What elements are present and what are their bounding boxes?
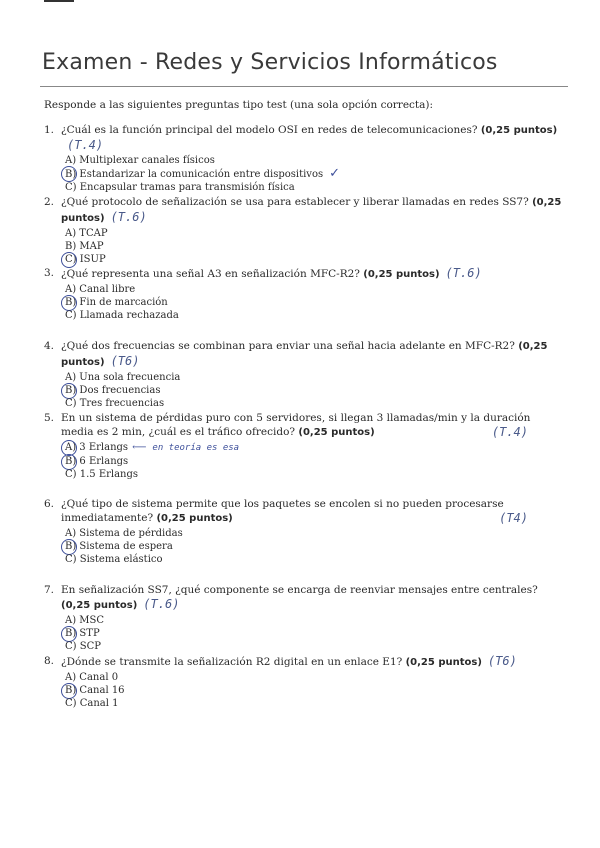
question-body: ¿Qué dos frecuencias se combinan para enviar una señal hacia adelante en MFC-R2?	[61, 340, 519, 352]
answer-option[interactable]	[65, 441, 564, 455]
question-stem	[44, 583, 564, 613]
answer-option-label: A) Una sola frecuencia	[65, 372, 181, 383]
question-text	[61, 654, 564, 670]
question-body: ¿Qué protocolo de señalización se usa para establecer y liberar llamadas en redes SS7?	[61, 196, 533, 208]
handwritten-topic-tag: (T.6)	[110, 210, 147, 224]
question-number: 6.	[44, 498, 55, 510]
answer-option[interactable]	[65, 671, 564, 684]
answer-option-label: A) MSC	[65, 615, 105, 626]
answer-option[interactable]	[65, 309, 564, 322]
question-points: (0,25 puntos)	[61, 341, 548, 368]
handwritten-topic-tag: (T6)	[110, 354, 140, 368]
answer-option-label: B) STP	[65, 628, 100, 639]
question-points: (0,25 puntos)	[480, 125, 558, 136]
handwritten-topic-tag: (T6)	[487, 654, 517, 668]
answer-option-label: C) Encapsular tramas para transmisión física	[65, 182, 295, 193]
answer-option[interactable]	[65, 384, 564, 397]
question-stem	[44, 266, 564, 282]
question-points: (0,25 puntos)	[156, 513, 233, 524]
question-3	[44, 266, 564, 322]
answer-option-label: C) Sistema elástico	[65, 554, 163, 565]
answer-option-label: B) Estandarizar la comunicación entre dispositivos	[65, 169, 324, 180]
instructions: Responde a las siguientes preguntas tipo test (una sola opción correcta):	[44, 99, 434, 111]
question-stem	[44, 497, 564, 526]
question-6	[44, 497, 564, 566]
answer-option-label: C) SCP	[65, 641, 101, 652]
question-number: 2.	[44, 196, 55, 208]
handwritten-topic-tag: (T.4)	[67, 138, 104, 152]
answer-option-label: B) MAP	[65, 241, 104, 252]
answer-option[interactable]	[65, 527, 564, 540]
answer-option-label: A) Sistema de pérdidas	[65, 528, 183, 539]
answer-options	[65, 614, 564, 653]
handwritten-topic-tag: (T.6)	[445, 266, 482, 280]
question-body: En un sistema de pérdidas puro con 5 servidores, si llegan 3 llamadas/min y la duración media es 2 min, ¿cuál es el tráfico ofrecido?	[61, 412, 531, 438]
handwritten-check-icon: ✓	[329, 166, 340, 181]
answer-options	[65, 371, 564, 410]
answer-option[interactable]	[65, 553, 564, 566]
question-stem	[44, 123, 564, 153]
answer-option[interactable]	[65, 181, 564, 194]
question-1	[44, 123, 564, 194]
answer-option-label: A) Multiplexar canales físicos	[65, 155, 215, 166]
answer-option[interactable]	[65, 540, 564, 553]
answer-options	[65, 671, 564, 710]
question-4	[44, 339, 564, 410]
answer-option-label: A) Canal 0	[65, 672, 119, 683]
question-text	[61, 266, 564, 282]
question-8	[44, 654, 564, 710]
question-number: 4.	[44, 340, 55, 352]
question-body: ¿Cuál es la función principal del modelo OSI en redes de telecomunicaciones?	[61, 124, 481, 136]
answer-option[interactable]	[65, 240, 564, 253]
answer-option-label: C) Llamada rechazada	[65, 310, 179, 321]
question-points: (0,25 puntos)	[61, 600, 138, 611]
answer-options	[65, 283, 564, 322]
answer-option[interactable]	[65, 627, 564, 640]
answer-option[interactable]	[65, 283, 564, 296]
question-text	[61, 339, 564, 370]
answer-option[interactable]	[65, 371, 564, 384]
answer-option[interactable]	[65, 684, 564, 697]
answer-option[interactable]	[65, 296, 564, 309]
answer-option-label: B) Canal 16	[65, 685, 125, 696]
question-number: 5.	[44, 412, 55, 424]
answer-option-label: A) TCAP	[65, 228, 108, 239]
answer-option-label: A) 3 Erlangs	[65, 442, 129, 453]
answer-option[interactable]	[65, 253, 564, 266]
question-points: (0,25 puntos)	[298, 427, 375, 438]
question-body: En señalización SS7, ¿qué componente se encarga de reenviar mensajes entre centrales?	[61, 584, 538, 596]
question-body: ¿Qué tipo de sistema permite que los paquetes se encolen si no pueden procesarse inmediatamente?	[61, 498, 504, 524]
answer-option-label: C) Tres frecuencias	[65, 398, 165, 409]
answer-option-label: C) Canal 1	[65, 698, 119, 709]
question-text	[61, 123, 564, 153]
question-points: (0,25 puntos)	[363, 269, 440, 280]
handwritten-topic-tag: (T4)	[499, 511, 528, 525]
answer-option[interactable]	[65, 614, 564, 627]
question-5	[44, 411, 564, 481]
answer-option-label: B) Sistema de espera	[65, 541, 173, 552]
question-text	[61, 497, 564, 526]
answer-option[interactable]	[65, 227, 564, 240]
answer-option[interactable]	[65, 640, 564, 653]
question-7	[44, 583, 564, 653]
answer-option-label: C) 1.5 Erlangs	[65, 469, 139, 480]
question-number: 7.	[44, 584, 55, 596]
answer-option[interactable]	[65, 468, 564, 481]
answer-option-label: A) Canal libre	[65, 284, 136, 295]
answer-option[interactable]	[65, 397, 564, 410]
question-text	[61, 411, 564, 440]
title-divider	[40, 86, 568, 87]
question-text	[61, 583, 564, 613]
question-stem	[44, 195, 564, 226]
answer-option-label: C) ISUP	[65, 254, 106, 265]
handwritten-note: en teoría es esa	[152, 443, 240, 453]
answer-option[interactable]	[65, 697, 564, 710]
answer-options	[65, 154, 564, 194]
question-stem	[44, 411, 564, 440]
handwritten-topic-tag: (T.6)	[143, 597, 180, 611]
question-stem	[44, 339, 564, 370]
answer-options	[65, 441, 564, 481]
question-body: ¿Dónde se transmite la señalización R2 digital en un enlace E1?	[61, 656, 406, 668]
question-points: (0,25 puntos)	[405, 657, 482, 668]
handwritten-circle-mark	[61, 166, 77, 182]
question-number: 3.	[44, 267, 55, 279]
answer-options	[65, 527, 564, 566]
question-number: 8.	[44, 655, 55, 667]
answer-option[interactable]	[65, 455, 564, 468]
question-text	[61, 195, 564, 226]
answer-option[interactable]	[65, 154, 564, 167]
scan-edge-mark	[44, 0, 74, 2]
question-2	[44, 195, 564, 266]
question-number: 1.	[44, 124, 55, 136]
answer-option-label: B) 6 Erlangs	[65, 456, 129, 467]
handwritten-topic-tag: (T.4)	[491, 425, 528, 439]
question-body: ¿Qué representa una señal A3 en señalización MFC-R2?	[61, 268, 364, 280]
question-stem	[44, 654, 564, 670]
answer-option-label: B) Dos frecuencias	[65, 385, 161, 396]
answer-options	[65, 227, 564, 266]
answer-option[interactable]	[65, 167, 564, 181]
answer-option-label: B) Fin de marcación	[65, 297, 168, 308]
question-points: (0,25 puntos)	[61, 197, 562, 224]
handwritten-arrow-icon: ⟵	[132, 442, 147, 453]
page-title: Examen - Redes y Servicios Informáticos	[42, 50, 498, 75]
